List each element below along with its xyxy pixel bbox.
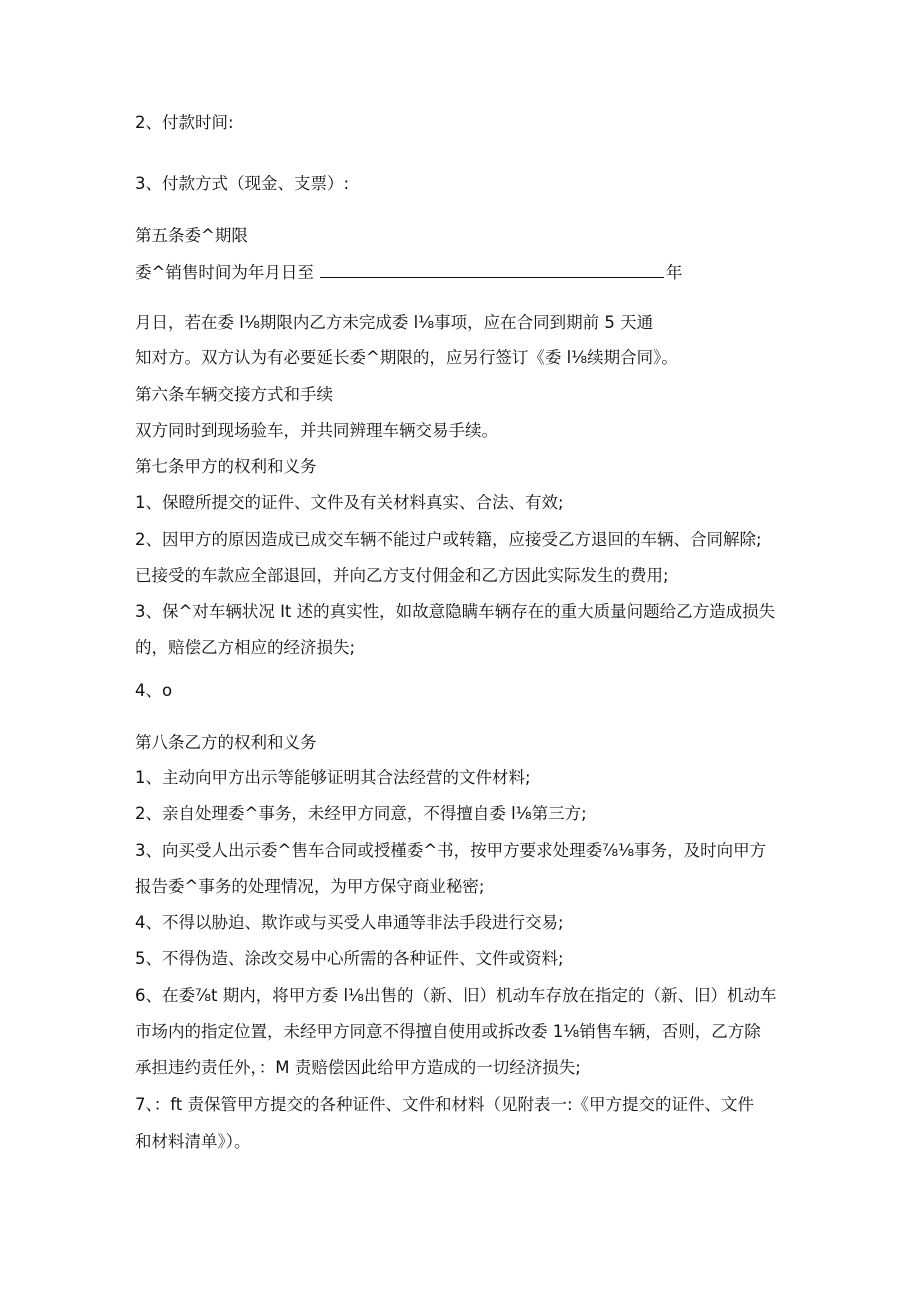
date-blank <box>320 259 664 278</box>
year-text: 年 <box>665 263 683 282</box>
paragraph-line: 月日，若在委 l⅛期限内乙方未完成委 l⅛事项，应在合同到期前 5 天通 <box>135 313 654 332</box>
list-item-continuation: 承担违约责任外，：M 责赔偿因此给甲方造成的一切经济损失; <box>135 1058 581 1077</box>
list-item: 4、o <box>135 681 173 700</box>
list-item-continuation: 的，赔偿乙方相应的经济损失; <box>135 638 356 657</box>
list-item-continuation: 和材料清单》）。 <box>135 1132 251 1151</box>
list-item-continuation: 已接受的车款应全部退回，并向乙方支付佣金和乙方因此实际发生的费用; <box>135 566 669 585</box>
article-8-heading: 第八条乙方的权利和义务 <box>135 733 317 752</box>
list-item: 2、亲自处理委^事务，未经甲方同意，不得擅自委 l⅛第三方; <box>135 804 587 823</box>
list-item: 1、保瞪所提交的证件、文件及有关材料真实、合法、有效; <box>135 493 564 512</box>
list-item-continuation: 市场内的指定位置，未经甲方同意不得擅自使用或拆改委 1⅛销售车辆，否则，乙方除 <box>135 1022 761 1041</box>
list-item: 1、主动向甲方出示等能够证明其合法经营的文件材料; <box>135 768 531 787</box>
list-item: 2、因甲方的原因造成已成交车辆不能过户或转籍，应接受乙方退回的车辆、合同解除; <box>135 530 762 549</box>
list-item: 7、：ft 责保管甲方提交的各种证件、文件和材料（见附表一:《甲方提交的证件、文件 <box>135 1095 755 1114</box>
list-item-continuation: 报告委^事务的处理情况，为甲方保守商业秘密; <box>135 877 485 896</box>
list-item: 5、不得伪造、涂改交易中心所需的各种证件、文件或资料; <box>135 949 564 968</box>
article-5-heading: 第五条委^期限 <box>135 226 248 245</box>
paragraph-line: 知对方。双方认为有必要延长委^期限的，应另行签订《委 l⅛续期合同》。 <box>135 348 678 367</box>
article-6-heading: 第六条车辆交接方式和手续 <box>135 385 333 404</box>
consignment-period-line <box>135 259 682 285</box>
list-item: 4、不得以胁迫、欺诈或与买受人串通等非法手段进行交易; <box>135 913 564 932</box>
list-item: 3、向买受人出示委^售车合同或授槿委^书，按甲方要求处理委⅞⅛事务，及时向甲方 <box>135 841 767 860</box>
consignment-period-text: 委^销售时间为年月日至 <box>135 263 314 282</box>
payment-method-line: 3、付款方式（现金、支票）: <box>135 174 350 193</box>
payment-time-line: 2、付款时间: <box>135 113 234 132</box>
list-item: 3、保^对车辆状况 It 述的真实性，如故意隐瞒车辆存在的重大质量问题给乙方造成损失 <box>135 602 776 621</box>
paragraph-line: 双方同时到现场验车，并共同辨理车辆交易手续。 <box>135 421 498 440</box>
list-item: 6、在委⅞t 期内，将甲方委 l⅛出售的（新、旧）机动车存放在指定的（新、旧）机动车 <box>135 986 777 1005</box>
article-7-heading: 第七条甲方的权利和义务 <box>135 457 317 476</box>
